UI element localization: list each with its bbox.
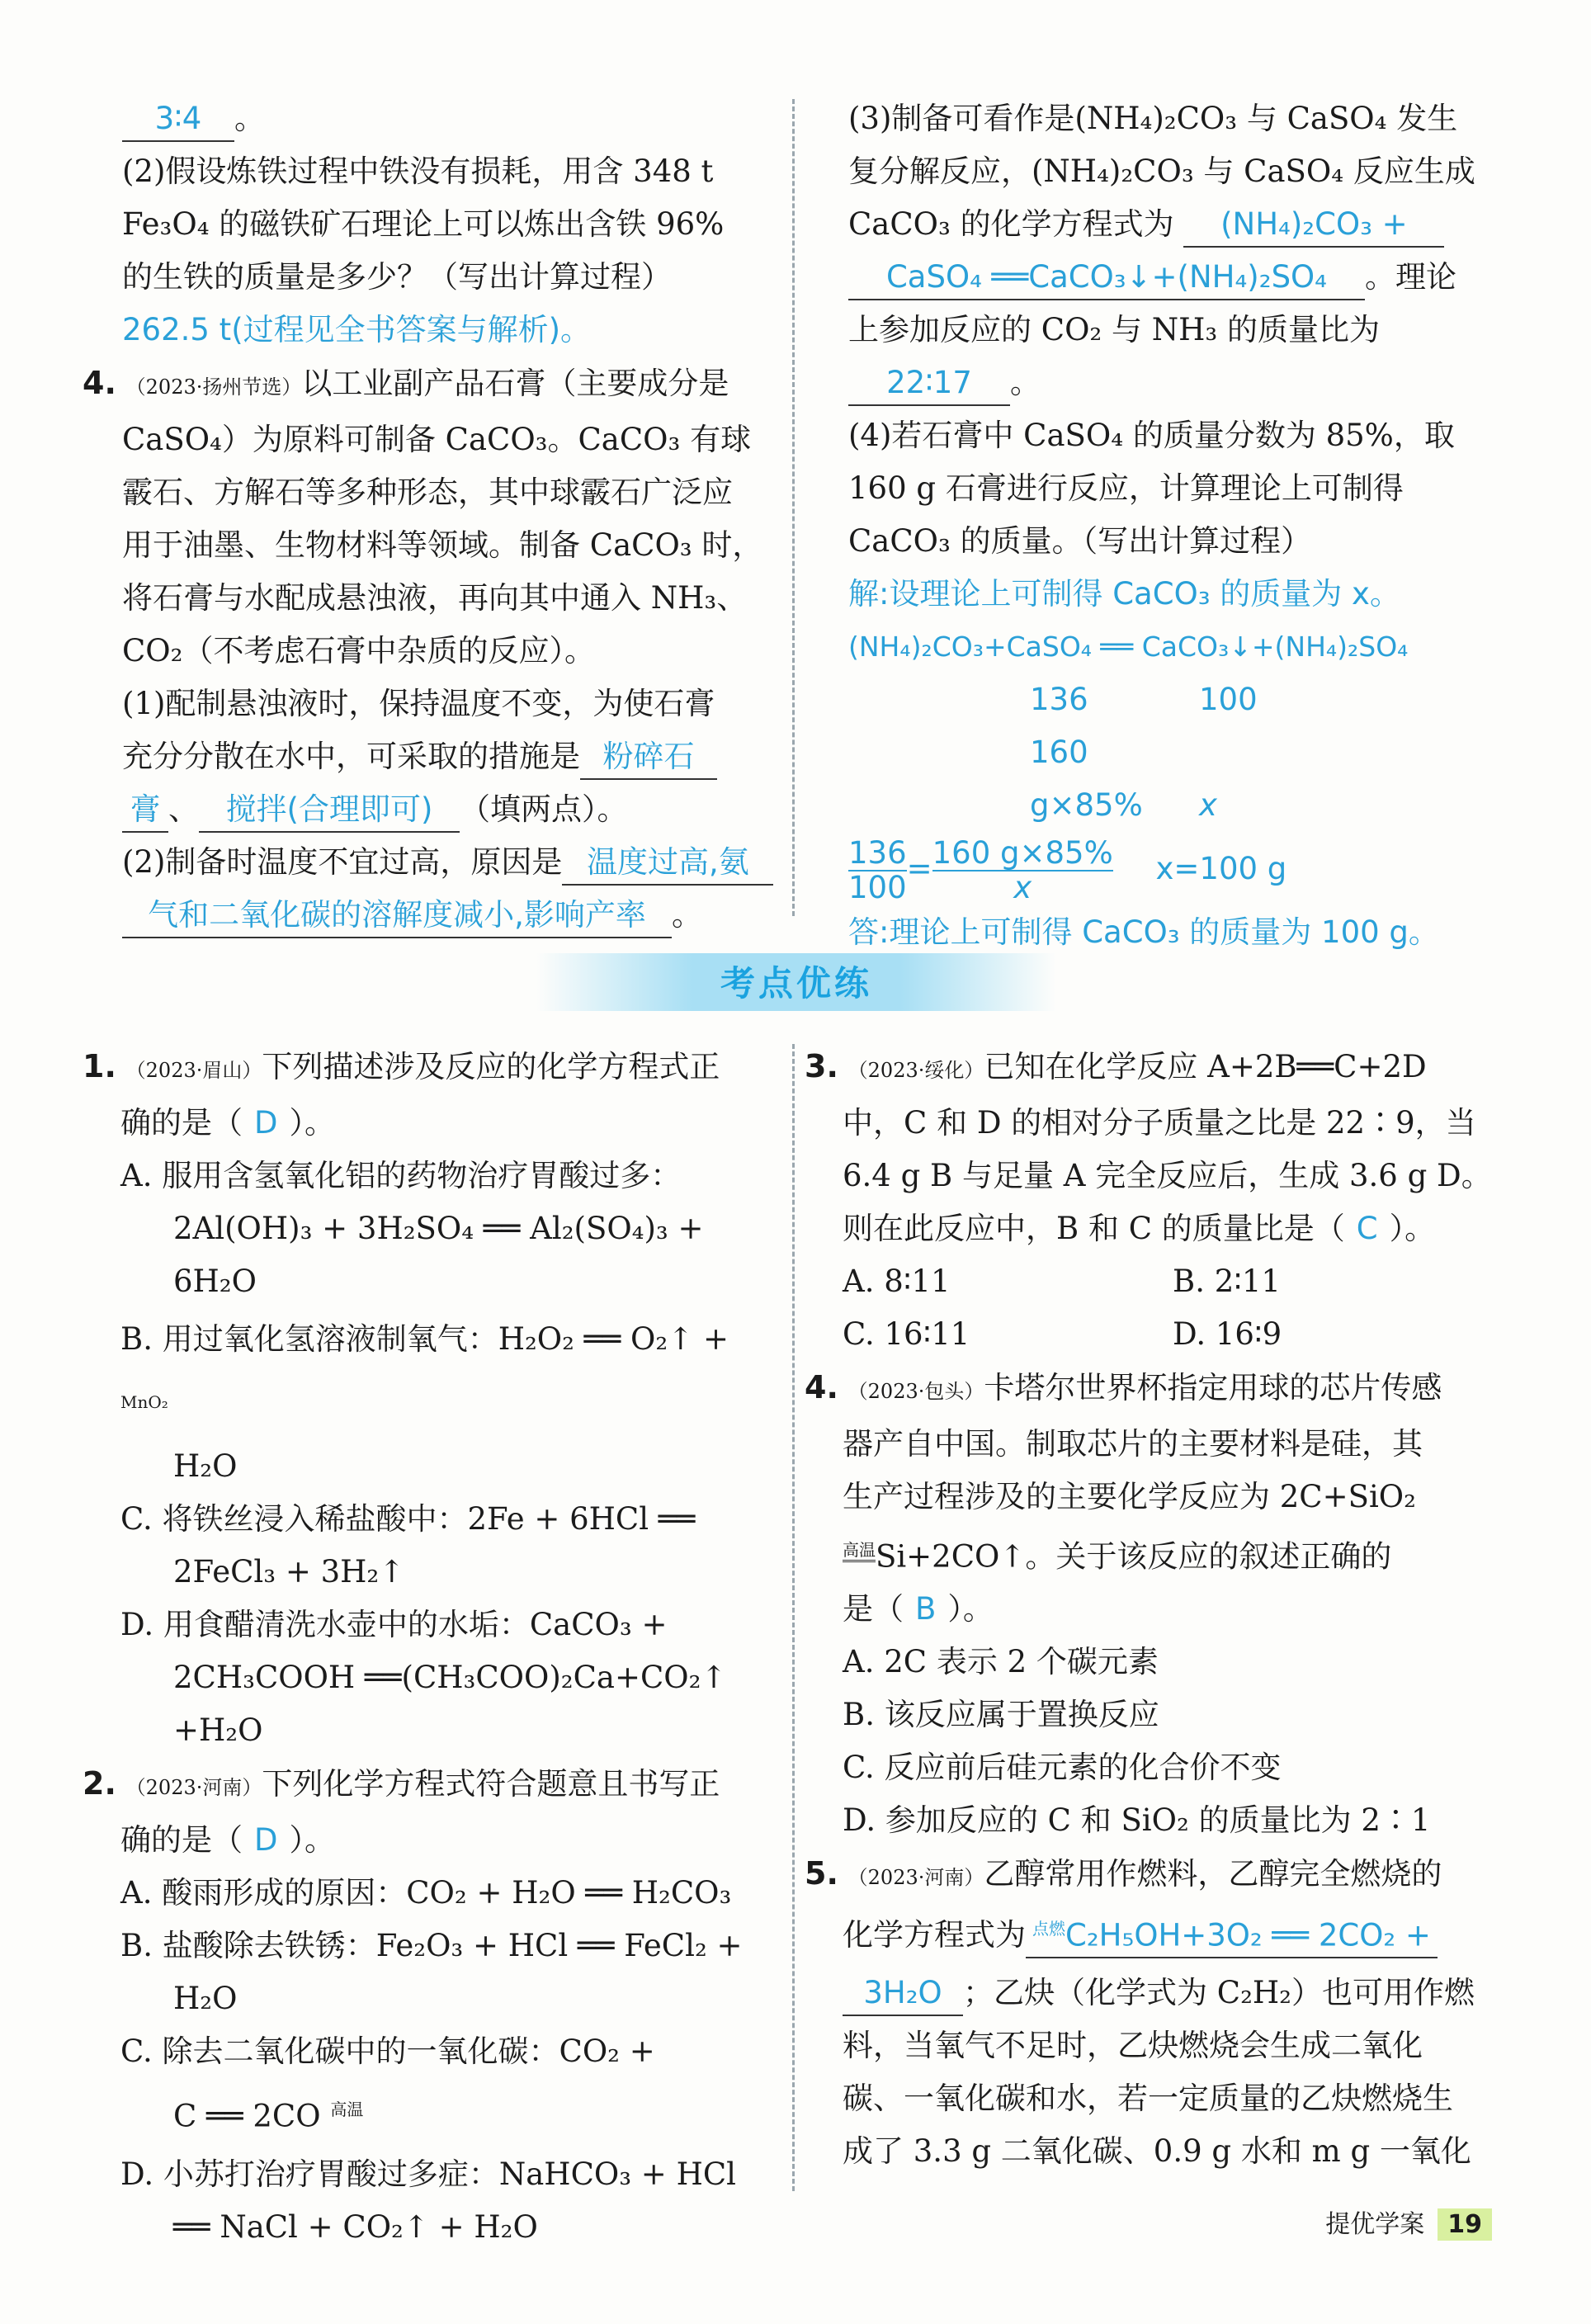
- q5-line-1: [805, 1847, 1506, 1904]
- q1-option-d: D. 用食醋清洗水壶中的水垢：CaCO₃ +: [120, 1607, 668, 1643]
- section-title: 考点优练: [720, 963, 872, 1004]
- q5-line-4: 料，当氧气不足时，乙炔燃烧会生成二氧化: [843, 2028, 1423, 2064]
- solution-molar-masses: [848, 673, 1508, 726]
- q4-line-1: (4)若石膏中 CaSO₄ 的质量分数为 85%，取: [848, 418, 1455, 453]
- q4-line-1: CaSO₄）为原料可制备 CaCO₃。CaCO₃ 有球: [122, 422, 752, 457]
- question-number: 4.: [83, 365, 116, 401]
- q3-text: CaCO₃ 的化学方程式为: [848, 206, 1174, 242]
- q3-stem: 已知在化学反应 A+2B══C+2D: [984, 1049, 1427, 1084]
- fraction-denominator: x: [1013, 869, 1032, 905]
- q1-stem: 下列描述涉及反应的化学方程式正: [262, 1049, 720, 1084]
- q3-options-row-2: [805, 1308, 1506, 1361]
- q3-close: ）。: [1389, 1211, 1436, 1246]
- q2-stem: 下列化学方程式符合题意且书写正: [262, 1766, 720, 1802]
- q1-option-d-3: +H₂O: [173, 1712, 263, 1749]
- q2-answer: D: [254, 1822, 278, 1859]
- q4-line-0: 以工业副产品石膏（主要成分是: [301, 366, 729, 401]
- question-number: 2.: [83, 1765, 116, 1802]
- answer-blank: (NH₄)₂CO₃ +: [1183, 203, 1444, 248]
- q4-line-3: 生产过程涉及的主要化学反应为 2C+SiO₂: [843, 1479, 1416, 1514]
- q4-answer: B: [915, 1591, 937, 1627]
- q5-condition: 点燃: [1032, 1919, 1065, 1939]
- question-number: 4.: [805, 1369, 838, 1405]
- molar-mass-1: 136: [1030, 682, 1088, 717]
- q2-line-2: [83, 1814, 776, 1867]
- q2-answer: 262.5 t(过程见全书答案与解析)。: [122, 312, 592, 347]
- condition-label: 高温: [843, 1540, 876, 1562]
- q5-line-5: 碳、一氧化碳和水，若一定质量的乙炔燃烧生: [843, 2081, 1453, 2117]
- q4-option-d: D. 参加反应的 C 和 SiO₂ 的质量比为 2∶1: [843, 1802, 1431, 1839]
- page-footer: [1325, 2204, 1492, 2241]
- q1-answer: D: [254, 1105, 278, 1141]
- fraction-2: [932, 834, 1113, 905]
- q4-close: ）。: [947, 1591, 994, 1627]
- q3-line-3: [848, 198, 1508, 251]
- q2-option-c: C. 除去二氧化碳中的一氧化碳：CO₂ +: [120, 2034, 655, 2070]
- section-banner: [536, 953, 1056, 1011]
- q3-options-row-1: [805, 1255, 1506, 1308]
- q1-close: ）。: [289, 1105, 335, 1141]
- fraction-numerator: 136: [848, 834, 907, 871]
- q4-2-answer-line: 气和二氧化碳的溶解度减小,影响产率 。: [122, 889, 774, 942]
- q4-line-3: 用于油墨、生物材料等领域。制备 CaCO₃ 时，: [122, 527, 763, 563]
- q3-option-c: C. 16∶11: [843, 1316, 970, 1352]
- q4-line-3: CaCO₃ 的质量。（写出计算过程）: [848, 523, 1312, 559]
- q4-line-5: CO₂（不考虑石膏中杂质的反应）。: [122, 633, 595, 668]
- answer-blank: 3∶4: [122, 97, 234, 142]
- q4-equation-tail: Si+2CO↑。关于该反应的叙述正确的: [876, 1538, 1392, 1575]
- q5-text: ；乙炔（化学式为 C₂H₂）也可用作燃: [963, 1975, 1475, 2011]
- q2-close: ）。: [289, 1822, 335, 1859]
- q1-option-b: [83, 1308, 776, 1440]
- answer-blank: [1026, 1907, 1438, 1958]
- question-source: （2023·扬州节选）: [125, 376, 302, 399]
- q2-option-d-2: ══ NaCl + CO₂↑ + H₂O: [173, 2208, 538, 2245]
- q3-line-1: (3)制备可看作是(NH₄)₂CO₃ 与 CaSO₄ 发生: [848, 101, 1458, 136]
- q4-line-4: 将石膏与水配成悬浊液，再向其中通入 NH₃、: [122, 580, 748, 616]
- question-number: 5.: [805, 1855, 838, 1892]
- q2-line-2: Fe₃O₄ 的磁铁矿石理论上可以炼出含铁 96%: [122, 206, 725, 242]
- q3-answer: C: [1356, 1211, 1378, 1246]
- q5-line-2: [805, 1904, 1506, 1967]
- q5-line-6: 成了 3.3 g 二氧化碳、0.9 g 水和 m g 一氧化: [843, 2133, 1471, 2170]
- q4-option-a: A. 2C 表示 2 个碳元素: [843, 1644, 1159, 1680]
- q2-option-b-2: H₂O: [173, 1981, 238, 2017]
- q4-line-2: 160 g 石膏进行反应，计算理论上可制得: [848, 470, 1404, 506]
- top-left-column: [83, 92, 774, 942]
- q4-line-4: [805, 1523, 1506, 1583]
- bottom-left-column: [83, 1040, 776, 2254]
- q4-option-c: C. 反应前后硅元素的化合价不变: [843, 1750, 1282, 1786]
- condition-label: 高温: [330, 2100, 364, 2120]
- q2-option-a: A. 酸雨形成的原因：CO₂ + H₂O ══ H₂CO₃: [120, 1875, 732, 1911]
- given-mass: 160 g×85%: [1030, 735, 1143, 823]
- q5-prompt: 化学方程式为: [843, 1917, 1026, 1953]
- answer-blank: 膏: [122, 788, 168, 833]
- solution-equation: (NH₄)₂CO₃+CaSO₄ ══ CaCO₃↓+(NH₄)₂SO₄: [848, 631, 1409, 663]
- solution-proportion: $\frac{136}{100}$ = $\frac{160 g\times 85\%}{x}$ x=100 g: [848, 834, 1287, 905]
- q3-option-b: B. 2∶11: [1173, 1264, 1281, 1299]
- q2-line-1: [83, 1757, 776, 1814]
- q2-option-c-eq: C ══ 2CO: [173, 2098, 321, 2134]
- solution-result: x=100 g: [1155, 851, 1287, 886]
- q2-prompt: 确的是（: [120, 1822, 243, 1859]
- q2-option-c-2: [83, 2078, 776, 2147]
- q4-1-text: 充分分散在水中，可采取的措施是: [122, 739, 580, 774]
- catalyst-label: MnO₂: [120, 1392, 168, 1412]
- q1-prompt: 确的是（: [120, 1105, 243, 1141]
- q5-answer-1: C₂H₅OH+3O₂ ══ 2CO₂ +: [1065, 1917, 1431, 1953]
- answer-blank: 粉碎石: [580, 735, 717, 780]
- q3-line-2: 复分解反应，(NH₄)₂CO₃ 与 CaSO₄ 反应生成: [848, 154, 1475, 189]
- q2-line-3: 的生铁的质量是多少？（写出计算过程）: [122, 259, 672, 295]
- q2-option-d: D. 小苏打治疗胃酸过多症：NaHCO₃ + HCl: [120, 2156, 736, 2192]
- q3-option-a: A. 8∶11: [843, 1264, 951, 1299]
- molar-mass-2: 100: [1199, 682, 1258, 717]
- fraction-denominator: 100: [848, 869, 907, 905]
- q3-line-5: 上参加反应的 CO₂ 与 NH₃ 的质量比为: [848, 312, 1380, 347]
- q4-prompt: 是（: [843, 1591, 904, 1627]
- q4-line-5: [805, 1583, 1506, 1636]
- q1-option-a: A. 服用含氢氧化铝的药物治疗胃酸过多：: [120, 1158, 682, 1193]
- solution-answer: 答:理论上可制得 CaCO₃ 的质量为 100 g。: [848, 914, 1439, 950]
- q1-option-a-2: 2Al(OH)₃ + 3H₂SO₄ ══ Al₂(SO₄)₃ +: [173, 1211, 704, 1246]
- question-number: 3.: [805, 1048, 838, 1084]
- q3-line-1: [805, 1040, 1506, 1097]
- q1-option-b-text: B. 用过氧化氢溶液制氧气：H₂O₂ ══ O₂↑ +: [120, 1321, 729, 1357]
- q2-option-b: B. 盐酸除去铁锈：Fe₂O₃ + HCl ══ FeCl₂ +: [120, 1928, 743, 1964]
- answer-blank: 温度过高,氨: [562, 841, 773, 886]
- unknown-mass: x: [1199, 787, 1217, 823]
- q5-stem: 乙醇常用作燃料，乙醇完全燃烧的: [984, 1856, 1442, 1892]
- answer-blank: 搅拌(合理即可): [199, 788, 460, 833]
- q3-ans-line: [848, 251, 1508, 304]
- question-source: （2023·河南）: [847, 1866, 984, 1890]
- q3-tail: 。理论: [1365, 259, 1456, 295]
- solution-intro: 解:设理论上可制得 CaCO₃ 的质量为 x。: [848, 576, 1400, 612]
- column-divider: [792, 99, 795, 916]
- q4-1-tail: （填两点）。: [460, 791, 628, 827]
- q3-line-2: 中，C 和 D 的相对分子质量之比是 22∶9，当: [843, 1105, 1476, 1141]
- q3-option-d: D. 16∶9: [1173, 1316, 1282, 1352]
- q3-ratio-line: 22∶17 。: [848, 357, 1508, 409]
- q4-stem: 卡塔尔世界杯指定用球的芯片传感: [984, 1370, 1442, 1405]
- q4-line-1: [805, 1361, 1506, 1418]
- q4-line-2: 器产自中国。制取芯片的主要材料是硅，其: [843, 1426, 1423, 1462]
- column-divider: [792, 1044, 795, 2191]
- book-title: 提优学案: [1325, 2210, 1425, 2239]
- q1-option-d-2: 2CH₃COOH ══(CH₃COO)₂Ca+CO₂↑: [173, 1660, 727, 1696]
- answer-blank: 3H₂O: [843, 1972, 963, 2016]
- answer-blank: 22∶17: [848, 361, 1010, 406]
- solution-masses: [848, 726, 1508, 832]
- q1-option-c-2: 2FeCl₃ + 3H₂↑: [173, 1554, 405, 1590]
- q2-line-1: (2)假设炼铁过程中铁没有损耗，用含 348 t: [122, 154, 714, 189]
- bottom-right-column: [805, 1040, 1506, 2178]
- page-number: 19: [1438, 2208, 1492, 2241]
- fraction-numerator: 160 g×85%: [932, 834, 1113, 871]
- answer-blank: CaSO₄ ══CaCO₃↓+(NH₄)₂SO₄: [848, 256, 1365, 300]
- q1-line-1: [83, 1040, 776, 1097]
- q4-option-b: B. 该反应属于置换反应: [843, 1697, 1159, 1733]
- q3-prompt: 则在此反应中，B 和 C 的质量比是（: [843, 1211, 1345, 1246]
- q4-line-7: [122, 730, 774, 783]
- question-source: （2023·眉山）: [125, 1059, 262, 1082]
- q4-line-2: 霰石、方解石等多种形态，其中球霰石广泛应: [122, 475, 733, 510]
- q1-line-2: [83, 1097, 776, 1150]
- q4-2-text: (2)制备时温度不宜过高，原因是: [122, 844, 563, 880]
- fraction-1: [848, 834, 907, 905]
- q4-1-answer-line: 膏 、 搅拌(合理即可) （填两点）。: [122, 783, 774, 836]
- q1-option-c: C. 将铁丝浸入稀盐酸中：2Fe + 6HCl ══: [120, 1501, 696, 1538]
- q3-line-4: [805, 1202, 1506, 1255]
- q4-2-line: [122, 836, 774, 889]
- question-number: 1.: [83, 1048, 116, 1084]
- q1-option-a-3: 6H₂O: [173, 1264, 257, 1299]
- q4-heading: [83, 357, 774, 413]
- question-source: （2023·绥化）: [847, 1059, 984, 1082]
- q5-line-3: [805, 1967, 1506, 2019]
- q3-line-3: 6.4 g B 与足量 A 完全反应后，生成 3.6 g D。: [843, 1158, 1492, 1193]
- question-source: （2023·河南）: [125, 1776, 262, 1800]
- q4-line-6: (1)配制悬浊液时，保持温度不变，为使石膏: [122, 686, 715, 721]
- q1-option-b-2: H₂O: [173, 1448, 238, 1485]
- top-right-column: [848, 92, 1508, 959]
- answer-blank: 气和二氧化碳的溶解度减小,影响产率: [122, 894, 672, 938]
- question-source: （2023·包头）: [847, 1380, 984, 1403]
- q3-answer-line: 3∶4 。: [122, 92, 774, 145]
